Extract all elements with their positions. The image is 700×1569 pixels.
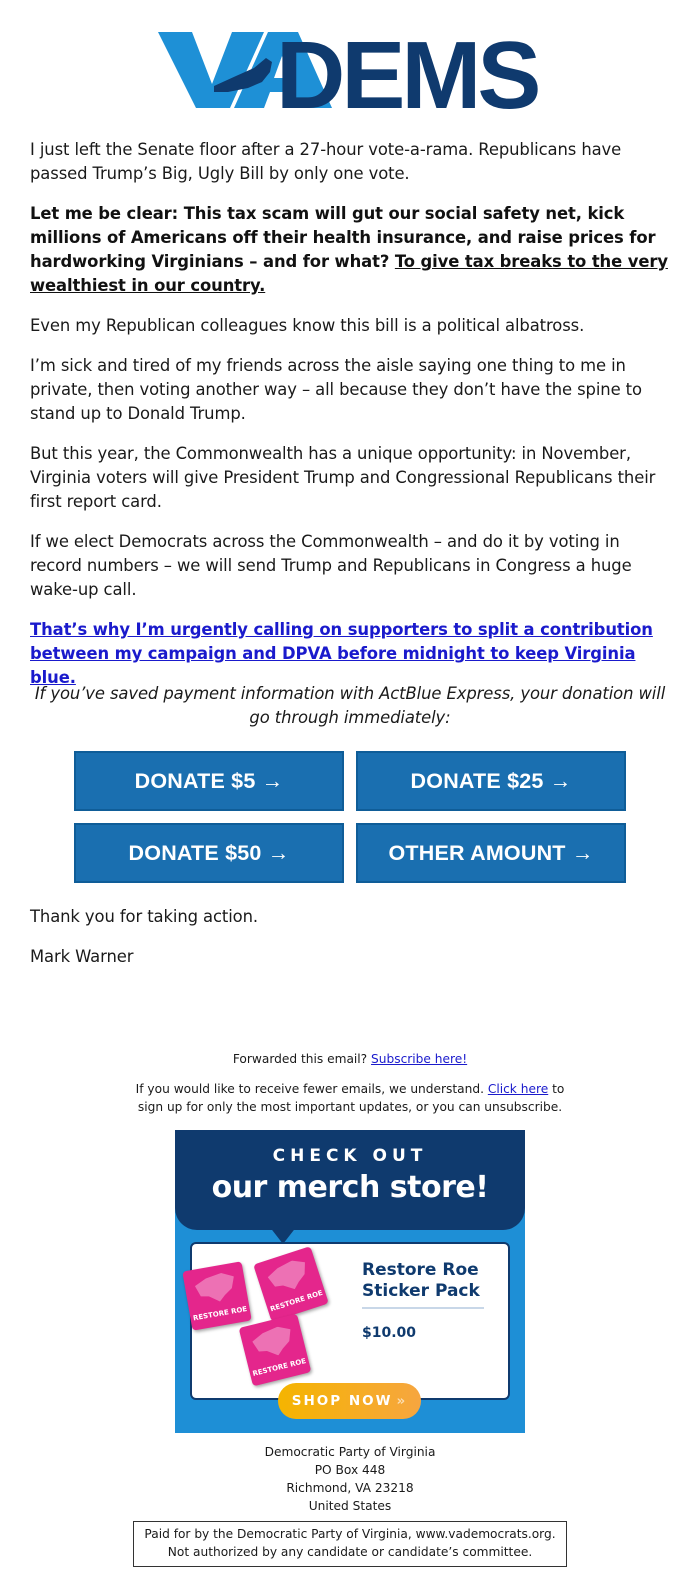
merch-price: $10.00 (362, 1325, 417, 1341)
subscribe-link[interactable]: Subscribe here! (371, 1052, 468, 1066)
vadems-logo-graphic (158, 28, 542, 112)
paragraph-3: Even my Republican colleagues know this bill is a political albatross. (30, 316, 585, 335)
sticker-image (182, 1261, 252, 1331)
other-amount-button[interactable]: OTHER AMOUNT → (356, 823, 626, 883)
sticker-label: RESTORE ROE (251, 1356, 307, 1378)
address-line-1: Democratic Party of Virginia (264, 1445, 436, 1459)
paragraph-2 (30, 202, 670, 298)
thank-you-text: Thank you for taking action. (30, 907, 258, 926)
paragraph-2-underlined: To give tax breaks to the very wealthiest in our country. (30, 252, 668, 295)
actblue-note: If you’ve saved payment information with ActBlue Express, your donation will go through immediately: (34, 684, 666, 727)
signature: Mark Warner (30, 947, 134, 966)
fewer-emails-suffix: to sign up for only the most important updates, or you can unsubscribe. (137, 1082, 565, 1114)
paid-for-line-1: Paid for by the Democratic Party of Virginia, www.vademocrats.org. (144, 1527, 556, 1541)
paragraph-4: I’m sick and tired of my friends across the aisle saying one thing to me in private, then voting another way – all because they don’t have the spine to stand up to Donald Trump. (30, 356, 642, 423)
donate-5-button[interactable]: DONATE $5 → (74, 751, 344, 811)
click-here-link[interactable]: Click here (487, 1082, 549, 1096)
forwarded-line (0, 1050, 700, 1068)
shop-now-button[interactable] (278, 1383, 421, 1419)
shop-now-label: SHOP NOW (291, 1393, 393, 1409)
address-line-3: Richmond, VA 23218 (286, 1481, 414, 1495)
fewer-emails-text: If you would like to receive fewer emails, we understand. (135, 1082, 488, 1096)
vadems-logo[interactable] (158, 28, 542, 112)
merch-divider (362, 1307, 484, 1309)
donate-50-button[interactable]: DONATE $50 → (74, 823, 344, 883)
paid-for-disclaimer (133, 1521, 567, 1567)
logo-dems-text: DEMS (276, 28, 538, 112)
paragraph-2-bold: Let me be clear: This tax scam will gut our social safety net, kick millions of Americans off their health insurance, and raise prices for hardworking Virginians – and for what? (30, 204, 656, 271)
sticker-label: RESTORE ROE (269, 1288, 324, 1314)
forwarded-text: Forwarded this email? (232, 1052, 372, 1066)
donate-25-button[interactable]: DONATE $25 → (356, 751, 626, 811)
chevrons-right-icon: » (396, 1393, 408, 1409)
merch-product-name: Restore Roe Sticker Pack (362, 1260, 480, 1301)
paragraph-5: But this year, the Commonwealth has a unique opportunity: in November, Virginia voters will give President Trump and Congressional Republicans their first report card. (30, 444, 656, 511)
address-line-2: PO Box 448 (314, 1463, 386, 1477)
paid-for-line-2: Not authorized by any candidate or candidate’s committee. (167, 1545, 533, 1559)
fewer-emails-line (130, 1080, 570, 1116)
donate-appeal-link[interactable]: That’s why I’m urgently calling on supporters to split a contribution between my campaign and DPVA before midnight to keep Virginia blue. (30, 620, 653, 687)
merch-store-banner[interactable] (175, 1130, 525, 1433)
paragraph-6: If we elect Democrats across the Commonwealth – and do it by voting in record numbers – we will send Trump and Republicans in Congress a huge wake-up call. (30, 532, 632, 599)
merch-check-out: CHECK OUT (272, 1146, 428, 1166)
address-line-4: United States (308, 1499, 392, 1513)
paragraph-1: I just left the Senate floor after a 27-hour vote-a-rama. Republicans have passed Trump’s Big, Ugly Bill by only one vote. (30, 140, 622, 183)
merch-store-title: our merch store! (211, 1170, 489, 1205)
sticker-label: RESTORE ROE (192, 1305, 248, 1323)
